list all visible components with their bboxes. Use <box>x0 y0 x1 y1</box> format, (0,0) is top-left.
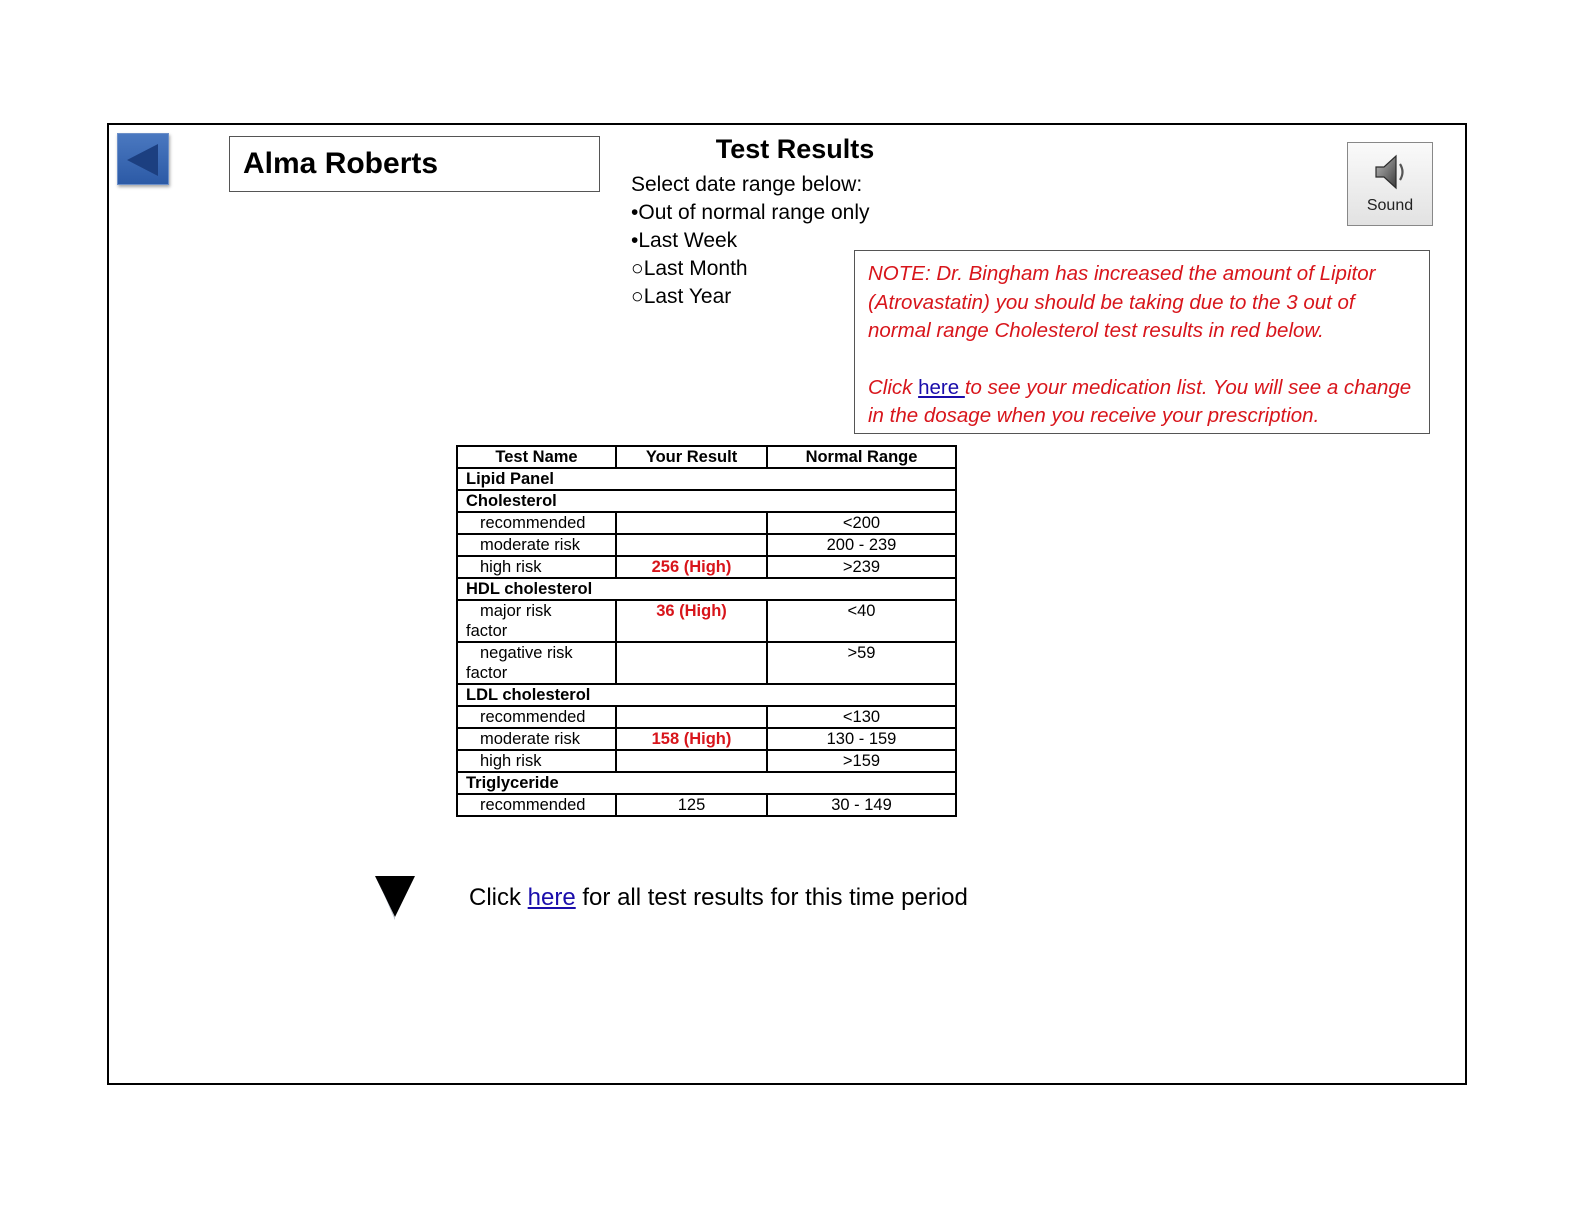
table-row <box>457 512 956 534</box>
test-name: recommended <box>480 796 586 814</box>
section-cholesterol: Cholesterol <box>457 490 956 512</box>
test-name: moderate risk <box>480 730 580 748</box>
test-name: recommended <box>480 514 586 532</box>
note-medication-line <box>868 374 1416 431</box>
sound-label: Sound <box>1366 197 1414 214</box>
column-header: Your Result <box>616 446 767 468</box>
range-option-label: Out of normal range only <box>638 201 870 224</box>
table-row <box>457 706 956 728</box>
all-results-line <box>469 884 968 912</box>
result-cell-high: 256 (High) <box>616 556 767 578</box>
column-header: Test Name <box>457 446 616 468</box>
footer-text-post: for all test results for this time period <box>575 884 968 911</box>
note-text-post: to see your medication list. You will see a change in the dosage when you receive your prescription. <box>868 375 1412 427</box>
back-arrow-icon <box>118 134 170 186</box>
section-hdl-cholesterol: HDL cholesterol <box>457 578 956 600</box>
test-name-cell <box>457 642 616 684</box>
section-triglyceride: Triglyceride <box>457 772 956 794</box>
result-cell-high: 158 (High) <box>616 728 767 750</box>
section-lipid-panel: Lipid Panel <box>457 468 956 490</box>
range-option-label: Last Month <box>643 257 748 280</box>
result-cell <box>616 642 767 684</box>
patient-name-box <box>229 136 600 192</box>
test-name: moderate risk <box>480 536 580 554</box>
patient-name: Alma Roberts <box>243 147 439 180</box>
table-header-row <box>457 446 956 468</box>
range-option-last-week[interactable] <box>631 227 869 255</box>
result-cell <box>616 750 767 772</box>
result-cell-high: 36 (High) <box>616 600 767 642</box>
table-row <box>457 642 956 684</box>
range-cell: >59 <box>767 642 956 684</box>
note-text-pre: Click <box>868 375 919 399</box>
table-row <box>457 600 956 642</box>
footer-text-pre: Click <box>469 884 528 911</box>
section-ldl-cholesterol: LDL cholesterol <box>457 684 956 706</box>
range-option-out-of-normal[interactable] <box>631 199 869 227</box>
table-row <box>457 794 956 816</box>
medication-list-link[interactable]: here <box>918 375 965 399</box>
section-row <box>457 468 956 490</box>
range-option-label: Last Year <box>643 285 732 308</box>
test-name: high risk <box>480 558 542 576</box>
sound-button[interactable] <box>1347 142 1433 226</box>
speaker-icon <box>1370 151 1410 193</box>
test-name: high risk <box>480 752 542 770</box>
range-option-last-month[interactable] <box>631 255 869 283</box>
test-name-cell <box>457 534 616 556</box>
result-cell: 125 <box>616 794 767 816</box>
note-text: NOTE: Dr. Bingham has increased the amount of Lipitor (Atrovastatin) you should be taking due to the 3 out of normal range Cholesterol test results in red below. <box>868 262 1376 342</box>
back-button[interactable] <box>117 133 169 185</box>
test-name-cell <box>457 794 616 816</box>
down-triangle-icon <box>373 873 417 921</box>
range-cell: 30 - 149 <box>767 794 956 816</box>
bullet-filled: • <box>631 229 639 252</box>
bullet-empty: ○ <box>631 257 644 280</box>
test-name-cont: factor <box>466 664 508 682</box>
all-results-link[interactable]: here <box>527 884 576 911</box>
range-cell: 200 - 239 <box>767 534 956 556</box>
section-row <box>457 684 956 706</box>
table-row <box>457 556 956 578</box>
test-name-cell <box>457 600 616 642</box>
result-cell <box>616 512 767 534</box>
expand-results-button[interactable] <box>373 873 417 926</box>
bullet-empty: ○ <box>631 285 644 308</box>
section-row <box>457 578 956 600</box>
test-name-cell <box>457 512 616 534</box>
section-row <box>457 490 956 512</box>
range-cell: <40 <box>767 600 956 642</box>
result-cell <box>616 534 767 556</box>
range-cell: <130 <box>767 706 956 728</box>
test-name-cont: factor <box>466 622 508 640</box>
range-cell: >239 <box>767 556 956 578</box>
page-title: Test Results <box>715 134 875 164</box>
test-name-cell <box>457 556 616 578</box>
date-range-selector <box>631 171 869 311</box>
range-cell: >159 <box>767 750 956 772</box>
test-name-cell <box>457 750 616 772</box>
test-name-cell <box>457 728 616 750</box>
range-option-label: Last Week <box>638 229 738 252</box>
test-name: recommended <box>480 708 586 726</box>
section-row <box>457 772 956 794</box>
medication-note <box>854 250 1430 434</box>
test-name-cell <box>457 706 616 728</box>
date-range-prompt: Select date range below: <box>631 173 863 196</box>
column-header: Normal Range <box>767 446 956 468</box>
result-cell <box>616 706 767 728</box>
test-name: negative risk <box>480 644 573 662</box>
test-name: major risk <box>480 602 552 620</box>
table-row <box>457 750 956 772</box>
range-cell: <200 <box>767 512 956 534</box>
test-results-table <box>456 445 957 817</box>
range-cell: 130 - 159 <box>767 728 956 750</box>
range-option-last-year[interactable] <box>631 283 869 311</box>
bullet-filled: • <box>631 201 639 224</box>
table-row <box>457 728 956 750</box>
table-row <box>457 534 956 556</box>
